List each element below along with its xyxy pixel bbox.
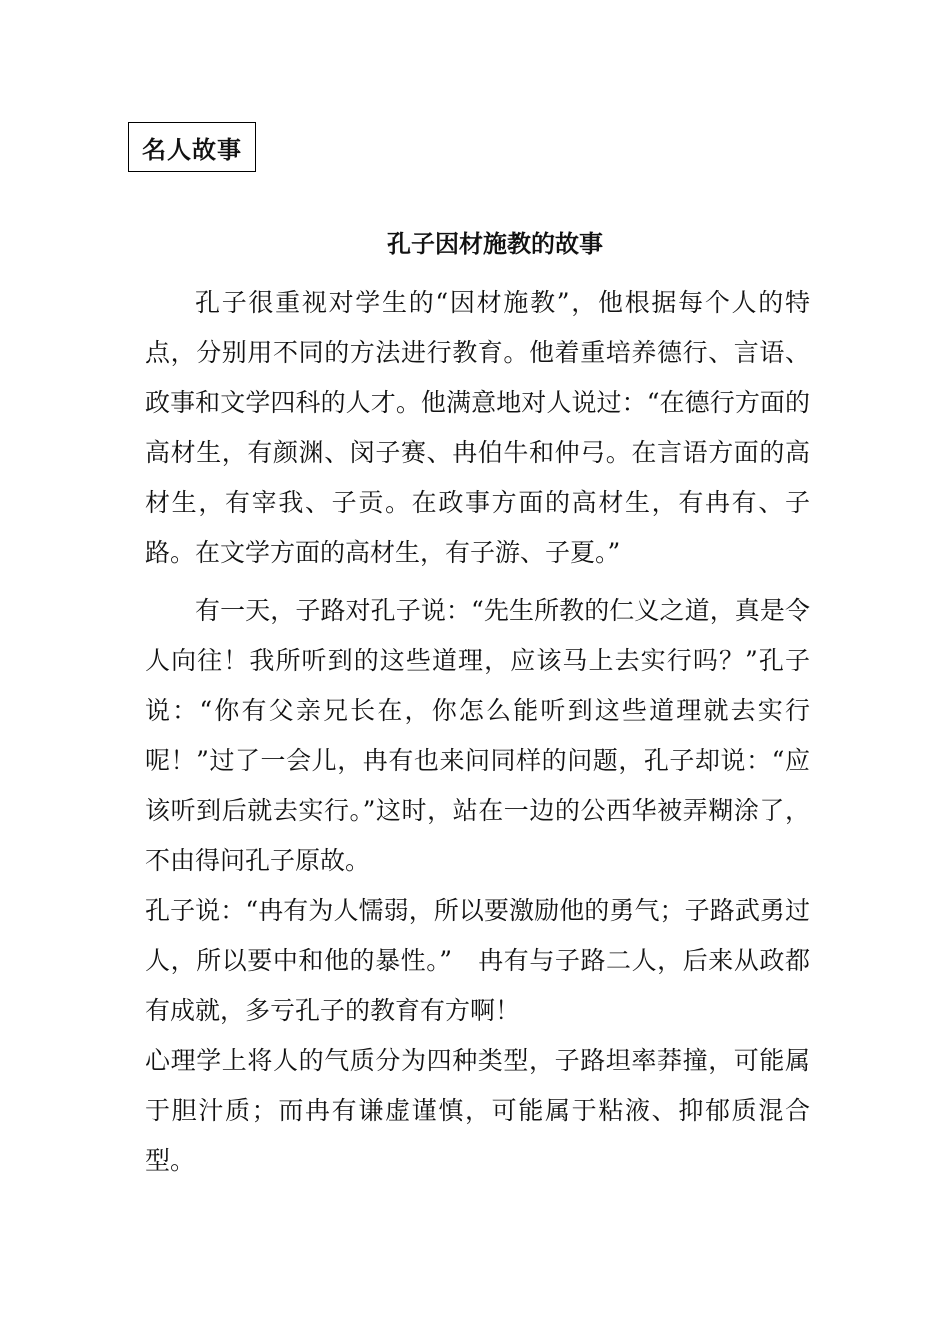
section-label: 名人故事 [128, 122, 256, 172]
paragraph-psychology: 心理学上将人的气质分为四种类型，子路坦率莽撞，可能属于胆汁质；而冉有谦虚谨慎，可能属于粘液、抑郁质混合型。 [145, 1046, 810, 1175]
story-body [145, 278, 810, 1186]
paragraph-dialogue: 有一天，子路对孔子说：“先生所教的仁义之道，真是令人向往！我所听到的这些道理，应该马上去实行吗？”孔子说：“你有父亲兄长在，你怎么能听到这些道理就去实行呢！”过了一会儿，冉有也来问同样的问题，孔子却说：“应该听到后就去实行。”这时，站在一边的公西华被弄糊涂了，不由得问孔子原故。 [145, 596, 810, 875]
paragraph-explanation: 孔子说：“冉有为人懦弱，所以要激励他的勇气；子路武勇过人，所以要中和他的暴性。” 冉有与子路二人，后来从政都有成就，多亏孔子的教育有方啊！ [145, 896, 810, 1025]
story-title: 孔子因材施教的故事 [387, 230, 603, 258]
paragraph-intro: 孔子很重视对学生的“因材施教”，他根据每个人的特点，分别用不同的方法进行教育。他着重培养德行、言语、政事和文学四科的人才。他满意地对人说过：“在德行方面的高材生，有颜渊、闵子赛、冉伯牛和仲弓。在言语方面的高材生，有宰我、子贡。在政事方面的高材生，有冉有、子路。在文学方面的高材生，有子游、子夏。” [145, 288, 810, 567]
